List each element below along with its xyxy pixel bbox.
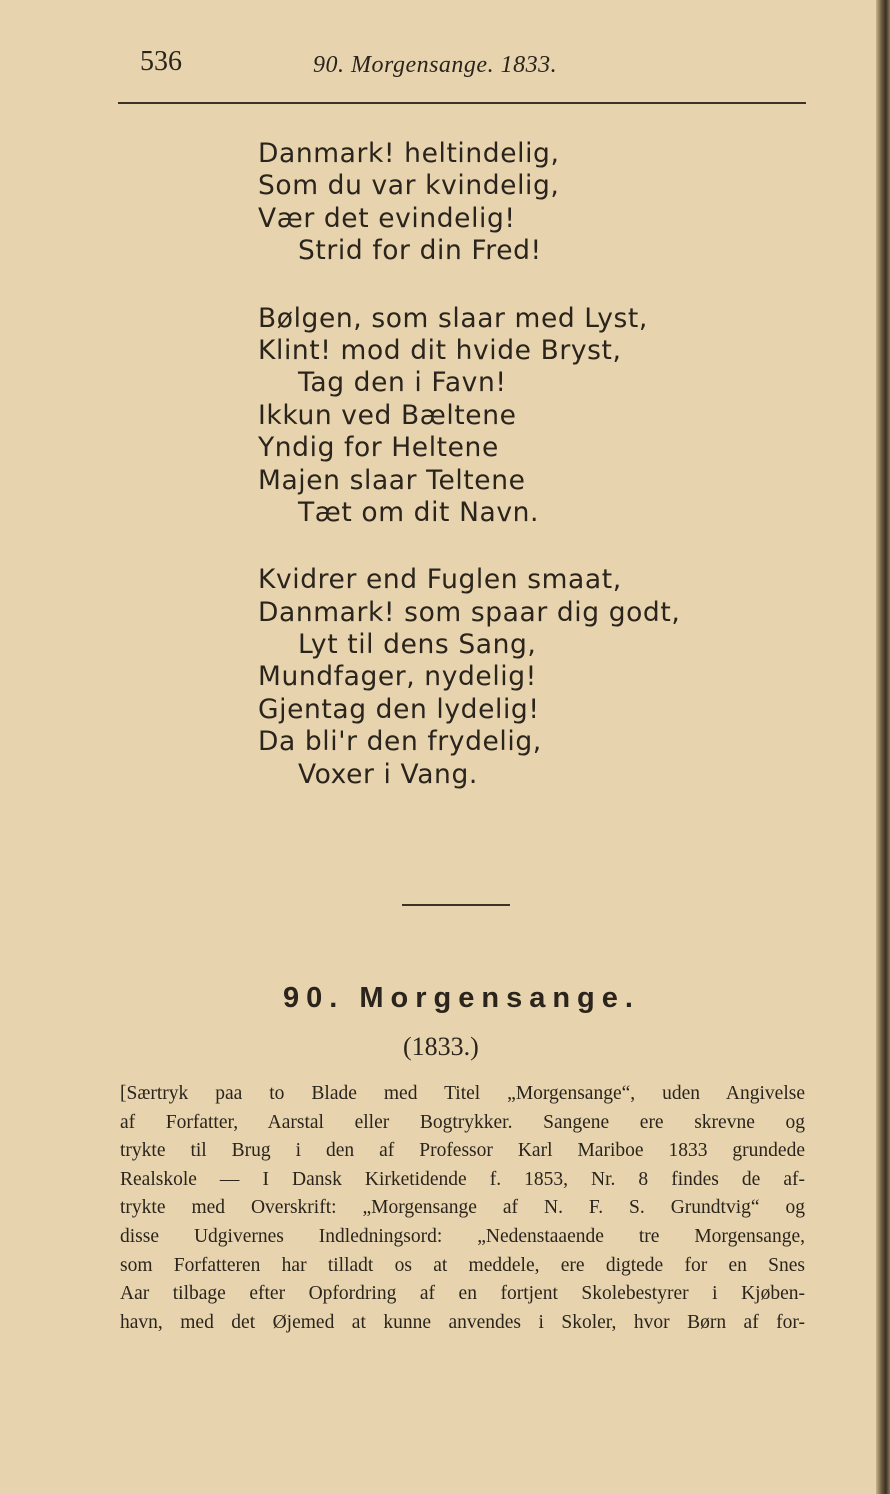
poem-line: Majen slaar Teltene	[258, 464, 526, 496]
poem-line: Som du var kvindelig,	[258, 170, 560, 202]
note-line: af Forfatter, Aarstal eller Bogtrykker. Sangene ere skrevne og	[120, 1111, 805, 1133]
poem-line: Tag den i Favn!	[298, 367, 507, 399]
stanza	[258, 564, 680, 791]
poem-line: Gjentag den lydelig!	[258, 693, 540, 725]
poem-line: Bølgen, som slaar med Lyst,	[258, 302, 648, 334]
poem-line: Voxer i Vang.	[298, 758, 478, 790]
stanza	[258, 303, 680, 530]
editorial-note	[120, 1080, 805, 1337]
section-title: 90. Morgensange.	[283, 982, 640, 1014]
poem-line: Vær det evindelig!	[258, 202, 516, 234]
note-line: trykte til Brug i den af Professor Karl Mariboe 1833 grundede	[120, 1140, 805, 1162]
poem-line: Lyt til dens Sang,	[298, 629, 537, 661]
page-number: 536	[140, 46, 182, 77]
note-line: Aar tilbage efter Opfordring af en fortjent Skolebestyrer i Kjøben-	[120, 1283, 805, 1305]
poem-line: Danmark! heltindelig,	[258, 138, 560, 169]
note-line: havn, med det Øjemed at kunne anvendes i Skoler, hvor Børn af for-	[120, 1311, 805, 1333]
poem-line: Mundfager, nydelig!	[258, 661, 537, 693]
poem-line: Danmark! som spaar dig godt,	[258, 596, 681, 628]
note-line: disse Udgivernes Indledningsord: „Nedenstaaende tre Morgensange,	[120, 1225, 805, 1247]
poem-line: Kvidrer end Fuglen smaat,	[258, 564, 622, 596]
poem-line: Ikkun ved Bæltene	[258, 399, 517, 431]
running-title: 90. Morgensange. 1833.	[313, 52, 558, 78]
stanza	[258, 138, 680, 268]
poem-line: Yndig for Heltene	[258, 432, 499, 464]
book-binding-edge	[876, 0, 890, 1494]
section-divider	[402, 904, 510, 906]
poem-line: Tæt om dit Navn.	[298, 496, 540, 528]
note-line: Realskole — I Dansk Kirketidende f. 1853, Nr. 8 findes de af-	[120, 1168, 805, 1190]
note-line: [Særtryk paa to Blade med Titel „Morgensange“, uden Angivelse	[120, 1083, 805, 1104]
note-line: som Forfatteren har tilladt os at meddele, ere digtede for en Snes	[120, 1254, 805, 1276]
section-year: (1833.)	[403, 1032, 479, 1061]
poem	[258, 138, 680, 826]
header-rule	[118, 102, 806, 104]
poem-line: Strid for din Fred!	[298, 235, 542, 267]
poem-line: Da bli'r den frydelig,	[258, 726, 542, 758]
note-line: trykte med Overskrift: „Morgensange af N. F. S. Grundtvig“ og	[120, 1197, 805, 1219]
poem-line: Klint! mod dit hvide Bryst,	[258, 334, 622, 366]
